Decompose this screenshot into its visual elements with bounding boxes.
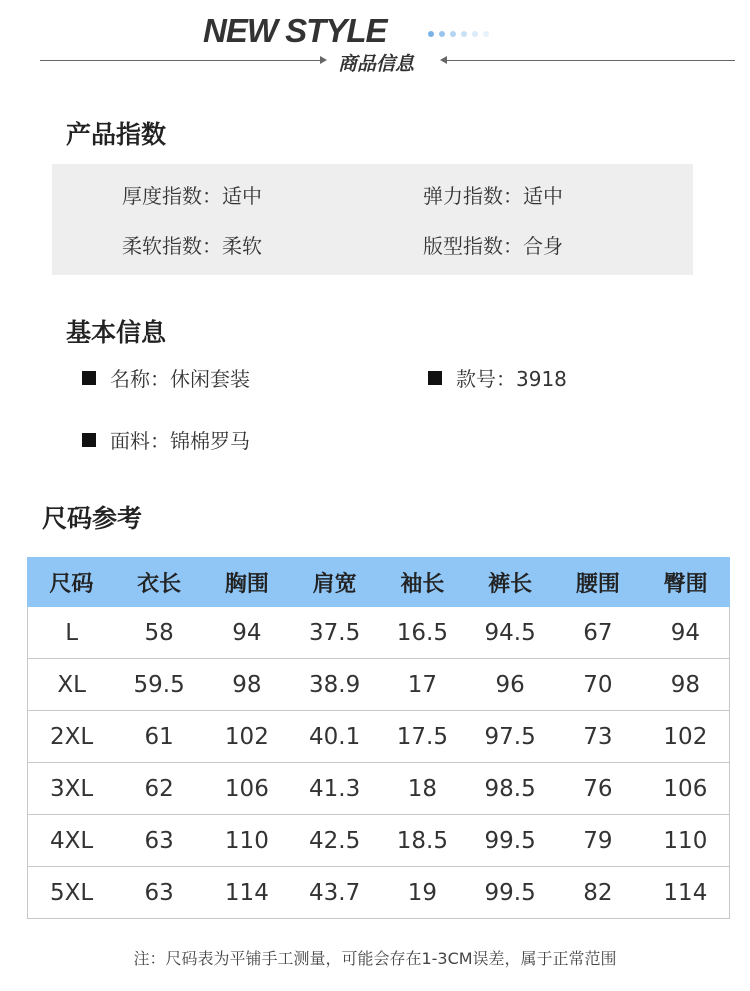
size-table-header-cell: 腰围	[554, 558, 642, 607]
table-cell: 63	[115, 815, 203, 867]
fit-index: 版型指数：合身	[423, 234, 563, 258]
table-cell: 97.5	[466, 711, 554, 763]
table-cell: 63	[115, 867, 203, 919]
table-cell: 38.9	[291, 659, 379, 711]
table-cell: 76	[554, 763, 642, 815]
size-table-header-cell: 胸围	[203, 558, 291, 607]
elasticity-index: 弹力指数：适中	[423, 184, 563, 208]
size-table-header-cell: 尺码	[28, 558, 116, 607]
table-cell: 102	[642, 711, 730, 763]
table-cell: 41.3	[291, 763, 379, 815]
square-bullet-icon	[82, 371, 96, 385]
table-cell: 58	[115, 607, 203, 659]
table-cell: 106	[642, 763, 730, 815]
product-name-text: 名称：休闲套装	[110, 367, 250, 391]
banner-dots	[428, 31, 489, 37]
table-row	[28, 711, 730, 763]
table-cell: 114	[642, 867, 730, 919]
style-number	[428, 363, 567, 392]
table-cell: 99.5	[466, 867, 554, 919]
product-name	[82, 363, 250, 392]
banner-dot	[450, 31, 456, 37]
table-cell: 37.5	[291, 607, 379, 659]
table-cell: 67	[554, 607, 642, 659]
size-table-header-cell: 裤长	[466, 558, 554, 607]
table-cell: 43.7	[291, 867, 379, 919]
table-cell: 18	[379, 763, 467, 815]
table-cell: 61	[115, 711, 203, 763]
table-cell: 106	[203, 763, 291, 815]
table-cell: 5XL	[28, 867, 116, 919]
measurement-note: 注：尺码表为平铺手工测量，可能会存在1-3CM误差，属于正常范围	[133, 949, 617, 968]
table-cell: 114	[203, 867, 291, 919]
table-cell: 96	[466, 659, 554, 711]
size-table-header	[28, 558, 730, 607]
banner-divider-right	[445, 60, 735, 61]
table-cell: 98	[203, 659, 291, 711]
size-table-header-cell: 袖长	[379, 558, 467, 607]
size-table-header-cell: 肩宽	[291, 558, 379, 607]
size-table-header-cell: 衣长	[115, 558, 203, 607]
table-cell: 110	[203, 815, 291, 867]
size-reference-title: 尺码参考	[42, 504, 143, 533]
table-cell: 17	[379, 659, 467, 711]
banner-divider-left	[40, 60, 322, 61]
table-cell: L	[28, 607, 116, 659]
table-cell: 59.5	[115, 659, 203, 711]
table-cell: 2XL	[28, 711, 116, 763]
table-cell: 16.5	[379, 607, 467, 659]
table-cell: 73	[554, 711, 642, 763]
table-cell: 99.5	[466, 815, 554, 867]
table-cell: 102	[203, 711, 291, 763]
table-cell: 98	[642, 659, 730, 711]
product-index-panel	[52, 164, 693, 275]
table-cell: 70	[554, 659, 642, 711]
table-cell: 17.5	[379, 711, 467, 763]
table-row	[28, 607, 730, 659]
thickness-index: 厚度指数：适中	[122, 184, 262, 208]
table-cell: 62	[115, 763, 203, 815]
table-row	[28, 659, 730, 711]
table-row	[28, 763, 730, 815]
banner-dot	[428, 31, 434, 37]
size-table	[27, 557, 730, 919]
arrow-right-icon	[320, 56, 327, 64]
banner-dot	[439, 31, 445, 37]
banner-dot	[483, 31, 489, 37]
square-bullet-icon	[82, 433, 96, 447]
size-table-header-cell: 臀围	[642, 558, 730, 607]
table-cell: 98.5	[466, 763, 554, 815]
table-cell: 82	[554, 867, 642, 919]
table-row	[28, 815, 730, 867]
table-cell: XL	[28, 659, 116, 711]
table-cell: 94.5	[466, 607, 554, 659]
table-cell: 18.5	[379, 815, 467, 867]
table-cell: 4XL	[28, 815, 116, 867]
banner-dot	[461, 31, 467, 37]
table-row	[28, 867, 730, 919]
size-table-body	[28, 607, 730, 919]
banner-subtitle: 商品信息	[338, 53, 415, 75]
table-cell: 94	[642, 607, 730, 659]
banner-title: NEW STYLE	[203, 12, 387, 49]
table-cell: 110	[642, 815, 730, 867]
fabric-text: 面料：锦棉罗马	[110, 429, 250, 453]
header-banner	[0, 0, 750, 90]
square-bullet-icon	[428, 371, 442, 385]
banner-dot	[472, 31, 478, 37]
table-cell: 19	[379, 867, 467, 919]
table-cell: 94	[203, 607, 291, 659]
table-cell: 40.1	[291, 711, 379, 763]
softness-index: 柔软指数：柔软	[122, 234, 262, 258]
style-number-text: 款号：3918	[456, 367, 567, 391]
table-cell: 3XL	[28, 763, 116, 815]
table-cell: 42.5	[291, 815, 379, 867]
product-index-title: 产品指数	[66, 120, 167, 149]
basic-info-title: 基本信息	[66, 318, 167, 347]
fabric	[82, 425, 250, 454]
table-cell: 79	[554, 815, 642, 867]
